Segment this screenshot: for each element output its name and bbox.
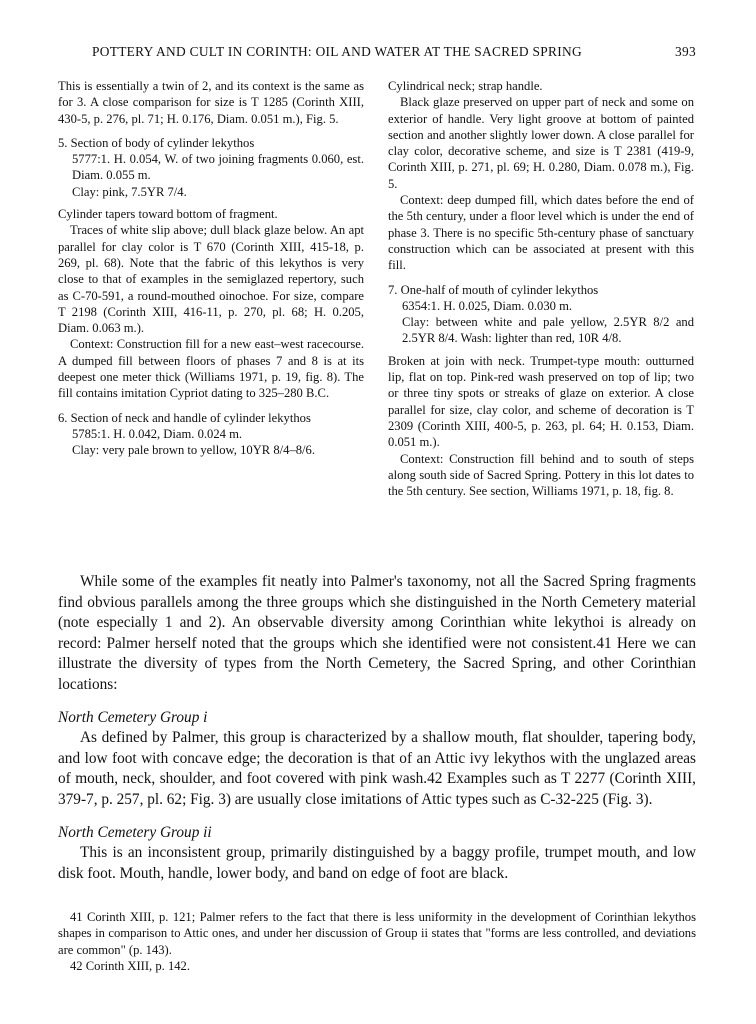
item-6-description: Black glaze preserved on upper part of neck and some on exterior of handle. Very light groove at bottom of painted section and another slightly lower down. A close parallel for clay color, decorative scheme, and size is T 2381 (419-9, Corinth XIII, p. 271, pl. 69; H. 0.280, Diam. 0.078 m.), Fig. 5. [388,95,694,191]
item-6-specs: 5785:1. H. 0.042, Diam. 0.024 m. [72,426,243,441]
catalogue-intro: This is essentially a twin of 2, and its context is the same as for 3. A close comparison for size is T 1285 (Corinth XIII, 430-5, p. 276, pl. 71; H. 0.176, Diam. 0.051 m.), Fig. 5. [58,79,364,126]
item-6-title: 6. Section of neck and handle of cylinder lekythos [58,410,311,425]
item-7-clay: Clay: between white and pale yellow, 2.5YR 8/2 and 2.5YR 8/4. Wash: lighter than red, 10R 4/8. [402,315,694,346]
item-5-shape: Cylinder tapers toward bottom of fragment. [58,207,278,222]
paragraph-group-ii: This is an inconsistent group, primarily distinguished by a baggy profile, trumpet mouth, and low disk foot. Mouth, handle, lower body, and band on edge of foot are black. [58,844,696,882]
footnotes [58,909,696,974]
section-heading-group-ii: North Cemetery Group ii [58,823,212,841]
item-5-specs: 5777:1. H. 0.054, W. of two joining fragments 0.060, est. Diam. 0.055 m. [72,152,364,183]
footnote-42: 42 Corinth XIII, p. 142. [70,958,190,973]
item-5-description: Traces of white slip above; dull black glaze below. An apt parallel for clay color is T 670 (Corinth XIII, 415-18, p. 269, pl. 68). Note that the fabric of this lekythos is very close to that of examples in the semiglazed repertory, such as C-70-591, a round-mouthed oinochoe. For size, compare T 2198 (Corinth XIII, 416-11, p. 270, pl. 68; H. 0.205, Diam. 0.063 m.). [58,223,364,336]
left-column [58,78,364,459]
main-text [58,572,696,884]
item-6-context: Context: deep dumped fill, which dates before the end of the 5th century, under a floor level which is under the end of phase 3. There is no specific 5th-century phase of sanctuary construction which can be associated at present with this fill. [388,193,694,273]
item-5-context: Context: Construction fill for a new east–west racecourse. A dumped fill between floors of phases 7 and 8 is at its deepest one meter thick (Williams 1971, p. 19, fig. 8). The fill contains imitation Cypriot dating to 325–280 B.C. [58,337,364,401]
item-7-title: 7. One-half of mouth of cylinder lekythos [388,282,599,297]
item-5-clay: Clay: pink, 7.5YR 7/4. [72,184,187,199]
paragraph-group-i: As defined by Palmer, this group is characterized by a shallow mouth, flat shoulder, tapering body, and low foot with concave edge; the decoration is that of an Attic ivy lekythos with the unglazed areas of mouth, neck, shoulder, and foot covered with pink wash.42 Examples such as T 2277 (Corinth XIII, 379-7, p. 257, pl. 62; Fig. 3) are usually close imitations of Attic types such as C-32-225 (Fig. 3). [58,729,696,808]
item-6-clay: Clay: very pale brown to yellow, 10YR 8/4–8/6. [72,443,315,458]
item-5-title: 5. Section of body of cylinder lekythos [58,135,255,150]
footnote-41: 41 Corinth XIII, p. 121; Palmer refers to the fact that there is less uniformity in the development of Corinthian lekythos shapes in comparison to Attic ones, and under her discussion of Group ii states that "forms are less controlled, and deviations are common" (p. 143). [58,910,696,957]
item-7-specs: 6354:1. H. 0.025, Diam. 0.030 m. [402,298,573,313]
section-heading-group-i: North Cemetery Group i [58,708,208,726]
paragraph-palmer-taxonomy: While some of the examples fit neatly into Palmer's taxonomy, not all the Sacred Spring fragments find obvious parallels among the three groups which she distinguished in the North Cemetery material (note especially 1 and 2). An observable diversity among Corinthian white lekythoi is already on record: Palmer herself noted that the groups which she identified were not consistent.41 Here we can illustrate the diversity of types from the North Cemetery, the Sacred Spring, and other Corinthian locations: [58,573,696,693]
item-7-description: Broken at join with neck. Trumpet-type mouth: outturned lip, flat on top. Pink-red wash preserved on top of lip; two or three tiny spots or streaks of glaze on exterior. A close parallel for size, clay color, and scheme of decoration is T 2309 (Corinth XIII, 400-5, p. 263, pl. 64; H. 0.153, Diam. 0.051 m.). [388,353,694,450]
right-column [388,78,694,499]
page-number: 393 [675,44,696,59]
item-7-context: Context: Construction fill behind and to south of steps along south side of Sacred Spring. Pottery in this lot dates to the 5th century. See section, Williams 1971, p. 18, fig. 8. [388,451,694,499]
running-title: POTTERY AND CULT IN CORINTH: OIL AND WATER AT THE SACRED SPRING [92,44,582,59]
item-6-shape: Cylindrical neck; strap handle. [388,79,543,93]
